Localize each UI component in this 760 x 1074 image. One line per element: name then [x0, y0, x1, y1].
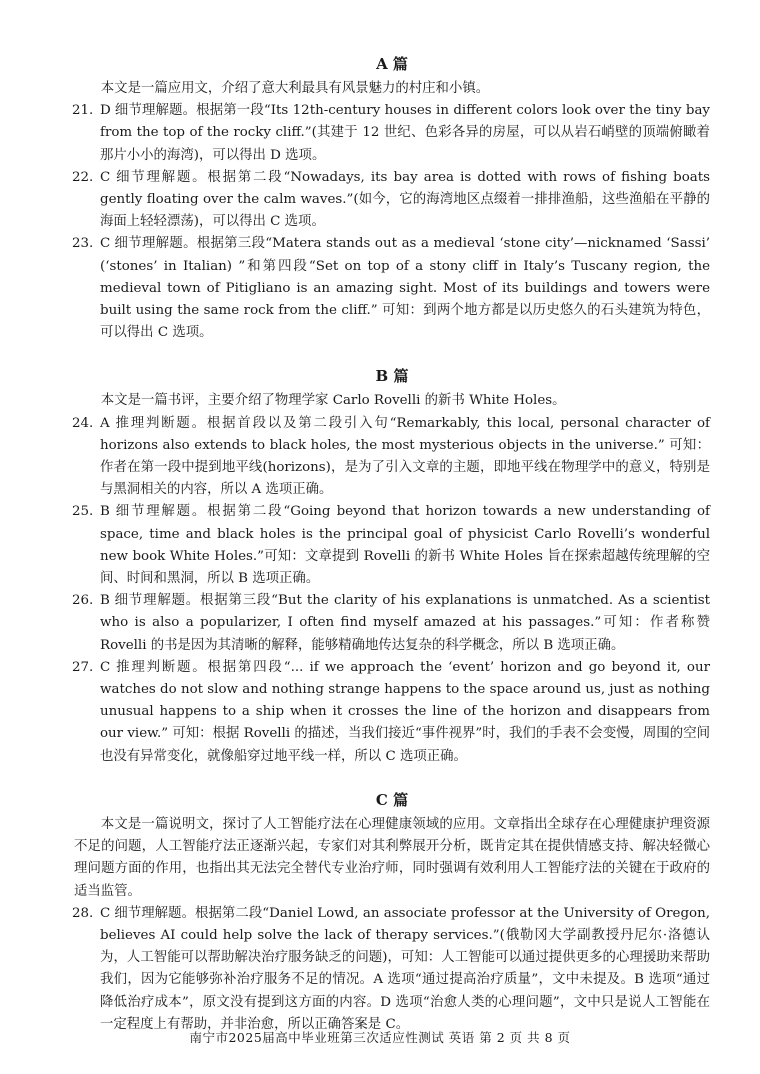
question-number: 21.	[72, 103, 94, 119]
section-b-title: B 篇	[375, 367, 409, 386]
answer-explanation: 细节理解题。根据第三段“Matera stands out as a medieval ‘stone city’—nicknamed ‘Sassi’ (‘stones’ in Italian) ”和第四段“Set on top of a stony cliff in Italy’s Tuscany region, the medieval town of Pitigliano is an amazing sight. Most of its buildings and towers were built using the same rock from the cliff.” 可知：到两个地方都是以历史悠久的石头建筑为特色，可以得出 C 选项。	[100, 236, 710, 341]
question-number: 22.	[72, 169, 94, 185]
answer-explanation: 细节理解题。根据第二段“Going beyond that horizon towards a new understanding of space, time and black holes is the principal goal of physicist Carlo Rovelli’s wonderful new book White Holes.”可知：文章提到 Rovelli 的新书 White Holes 旨在探索超越传统理解的空间、时间和黑洞，所以 B 选项正确。	[100, 504, 710, 587]
answer-letter: C	[100, 169, 111, 185]
answer-item-26	[74, 590, 710, 657]
section-c	[74, 790, 710, 1036]
answer-item-27	[74, 657, 710, 768]
question-number: 23.	[72, 236, 94, 252]
answer-item-28	[74, 903, 710, 1036]
answer-item-21	[74, 100, 710, 167]
answer-explanation: 细节理解题。根据第二段“Nowadays, its bay area is dotted with rows of fishing boats gently floating over the calm waves.”(如今，它的海湾地区点缀着一排排渔船，这些渔船在平静的海面上轻轻漂荡)，可以得出 C 选项。	[100, 169, 710, 230]
section-b	[74, 366, 710, 767]
page-footer: 南宁市2025届高中毕业班第三次适应性测试 英语 第 2 页 共 8 页	[189, 1030, 571, 1045]
answer-letter: B	[100, 593, 110, 609]
answer-letter: C	[100, 659, 111, 675]
answer-explanation: 细节理解题。根据第三段“But the clarity of his explanations is unmatched. As a scientist who is also a popularizer, I often find myself amazed at his passages.”可知：作者称赞 Rovelli 的书是因为其清晰的解释，能够精确地传达复杂的科学概念，所以 B 选项正确。	[100, 593, 710, 653]
answer-letter: C	[100, 905, 111, 921]
answer-letter: C	[100, 236, 111, 252]
question-number: 25.	[72, 504, 94, 520]
answer-item-22	[74, 167, 710, 234]
answer-explanations	[74, 54, 710, 1036]
question-number: 26.	[72, 593, 94, 609]
answer-explanation: 推理判断题。根据首段以及第二段引入句“Remarkably, this local, personal character of horizons also extends to black holes, the most mysterious objects in the universe.” 可知：作者在第一段中提到地平线(horizons)，是为了引入文章的主题，即地平线在物理学中的意义，特别是与黑洞相关的内容，所以 A 选项正确。	[100, 415, 710, 498]
answer-explanation: 细节理解题。根据第一段“Its 12th-century houses in different colors look over the tiny bay from the top of the rocky cliff.”(其建于 12 世纪、色彩各异的房屋，可以从岩石峭壁的顶端俯瞰着那片小小的海湾)，可以得出 D 选项。	[100, 103, 710, 163]
answer-letter: A	[100, 415, 110, 431]
section-a-title: A 篇	[376, 55, 408, 73]
answer-letter: B	[100, 504, 110, 520]
answer-explanation: 推理判断题。根据第四段“... if we approach the ‘event’ horizon and go beyond it, our watches do not slow and nothing strange happens to the space around us, just as nothing unusual happens to a ship when it crosses the line of the horizon and disappears from our view.” 可知：根据 Rovelli 的描述，当我们接近“事件视界”时，我们的手表不会变慢，周围的空间也没有异常变化，就像船穿过地平线一样，所以 C 选项正确。	[100, 659, 710, 764]
section-a-intro: 本文是一篇应用文，介绍了意大利最具有风景魅力的村庄和小镇。	[100, 81, 490, 96]
section-c-intro: 本文是一篇说明文，探讨了人工智能疗法在心理健康领域的应用。文章指出全球存在心理健康护理资源不足的问题，人工智能疗法正逐渐兴起，专家们对其利弊展开分析，既肯定其在提供情感支持、解决轻微心理问题方面的作用，也指出其无法完全替代专业治疗师，同时强调有效利用人工智能疗法的关键在于政府的适当监管。	[74, 816, 710, 899]
answer-item-25	[74, 501, 710, 590]
section-c-title: C 篇	[375, 790, 409, 809]
answer-item-23	[74, 233, 710, 344]
question-number: 24.	[72, 415, 94, 431]
answer-explanation: 细节理解题。根据第二段“Daniel Lowd, an associate professor at the University of Oregon, believes AI could help solve the lack of therapy services.”(俄勒冈大学副教授丹尼尔·洛德认为，人工智能可以帮助解决治疗服务缺乏的问题)，可知：人工智能可以通过提供更多的心理援助来帮助我们，因为它能够弥补治疗服务不足的情况。A 选项“通过提高治疗质量”，文中未提及。B 选项“通过降低治疗成本”，原文没有提到这方面的内容。D 选项“治愈人类的心理问题”，文中只是说人工智能在一定程度上有帮助，并非治愈，所以正确答案是 C。	[100, 905, 710, 1032]
section-b-intro: 本文是一篇书评，主要介绍了物理学家 Carlo Rovelli 的新书 White Holes。	[100, 393, 566, 409]
answer-letter: D	[100, 103, 111, 119]
section-a	[74, 54, 710, 344]
question-number: 28.	[72, 905, 94, 921]
question-number: 27.	[72, 659, 94, 675]
answer-item-24	[74, 413, 710, 502]
